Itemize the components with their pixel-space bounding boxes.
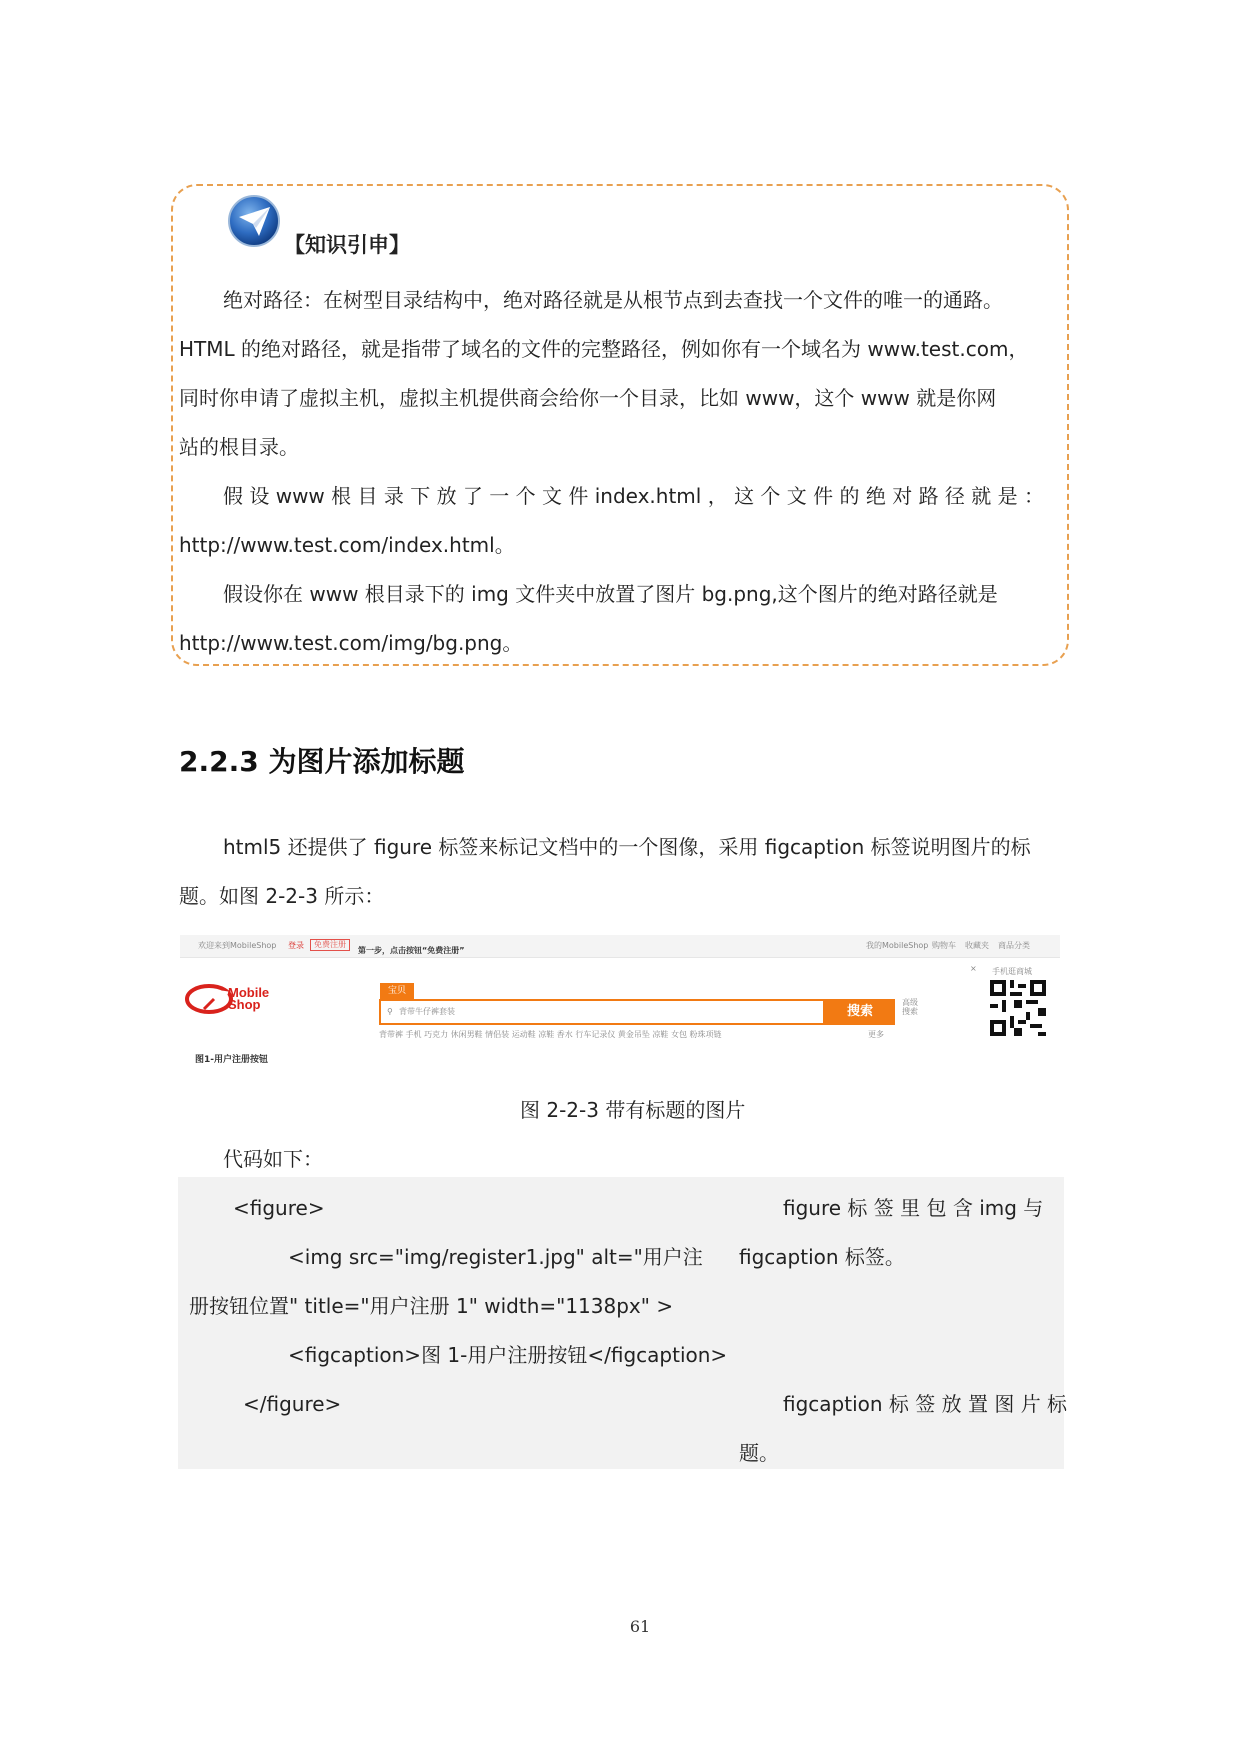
logo-text-line1: Mobile <box>228 985 270 1000</box>
qr-code-icon <box>990 980 1046 1036</box>
search-tab[interactable]: 宝贝 <box>380 983 414 999</box>
step-hint: 第一步，点击按钮“免费注册” <box>358 946 465 955</box>
section-heading: 2.2.3 为图片添加标题 <box>179 745 465 778</box>
knowledge-line: 绝对路径：在树型目录结构中，绝对路径就是从根节点到去查找一个文件的唯一的通路。 <box>223 288 1003 312</box>
more-link[interactable]: 更多 <box>868 1030 884 1039</box>
search-button[interactable]: 搜索 <box>825 999 895 1025</box>
register-button[interactable]: 免费注册 <box>310 939 350 951</box>
code-line: <figure> <box>233 1196 325 1220</box>
page-number: 61 <box>629 1617 651 1636</box>
close-icon[interactable]: × <box>970 964 977 973</box>
code-block <box>178 1177 1064 1469</box>
figure-caption: 图 2-2-3 带有标题的图片 <box>520 1098 746 1122</box>
figure-screenshot <box>180 935 1060 1075</box>
code-line: <figcaption>图 1-用户注册按钮</figcaption> <box>288 1343 728 1367</box>
knowledge-line: 同时你申请了虚拟主机，虚拟主机提供商会给你一个目录，比如 www，这个 www 就是你网 <box>179 386 997 410</box>
code-line: <img src="img/register1.jpg" alt="用户注 <box>288 1245 703 1269</box>
search-icon: ⚲ <box>387 1007 393 1016</box>
code-note: figure 标 签 里 包 含 img 与 <box>783 1196 1044 1220</box>
hot-words[interactable]: 背带裤 手机 巧克力 休闲男鞋 情侣装 运动鞋 凉鞋 香水 行车记录仪 黄金吊坠 凉鞋 女包 粉珠项链 <box>379 1030 722 1039</box>
knowledge-title: 【知识引申】 <box>284 233 410 257</box>
paragraph-line: 题。如图 2-2-3 所示： <box>179 884 385 908</box>
knowledge-line: http://www.test.com/img/bg.png。 <box>179 631 523 655</box>
code-line: </figure> <box>243 1392 342 1416</box>
top-link-myshop[interactable]: 我的MobileShop <box>866 941 929 950</box>
mobileshop-logo-icon <box>184 979 234 1019</box>
code-note: 题。 <box>739 1441 779 1465</box>
logo-text-line2: Shop <box>228 997 261 1012</box>
advanced-search-link[interactable]: 高级 搜索 <box>902 998 918 1016</box>
top-link-cart[interactable]: 购物车 <box>932 941 956 950</box>
knowledge-line: 假 设 www 根 目 录 下 放 了 一 个 文 件 index.html ， 这 个 文 件 的 绝 对 路 径 就 是 ： <box>223 484 1044 508</box>
knowledge-line: http://www.test.com/index.html。 <box>179 533 515 557</box>
qr-label: 手机逛商城 <box>992 967 1032 976</box>
code-line: 册按钮位置" title="用户注册 1" width="1138px" > <box>189 1294 674 1318</box>
search-placeholder: 背带牛仔裤套装 <box>399 1007 455 1016</box>
screenshot-figcaption: 图1-用户注册按钮 <box>195 1055 268 1065</box>
knowledge-line: 假设你在 www 根目录下的 img 文件夹中放置了图片 bg.png,这个图片的绝对路径就是 <box>223 582 998 606</box>
code-intro: 代码如下： <box>223 1147 323 1171</box>
welcome-text: 欢迎来到MobileShop <box>198 941 277 950</box>
knowledge-line: HTML 的绝对路径，就是指带了域名的文件的完整路径，例如你有一个域名为 www.test.com， <box>179 337 1029 361</box>
code-note: figcaption 标签。 <box>739 1245 905 1269</box>
top-link-favorites[interactable]: 收藏夹 <box>965 941 989 950</box>
knowledge-line: 站的根目录。 <box>179 435 299 459</box>
login-link[interactable]: 登录 <box>288 941 304 950</box>
search-input[interactable] <box>379 999 825 1025</box>
top-link-categories[interactable]: 商品分类 <box>998 941 1030 950</box>
code-note: figcaption 标 签 放 置 图 片 标 <box>783 1392 1068 1416</box>
paragraph-line: html5 还提供了 figure 标签来标记文档中的一个图像，采用 figcaption 标签说明图片的标 <box>223 835 1031 859</box>
paper-plane-icon <box>226 193 282 249</box>
